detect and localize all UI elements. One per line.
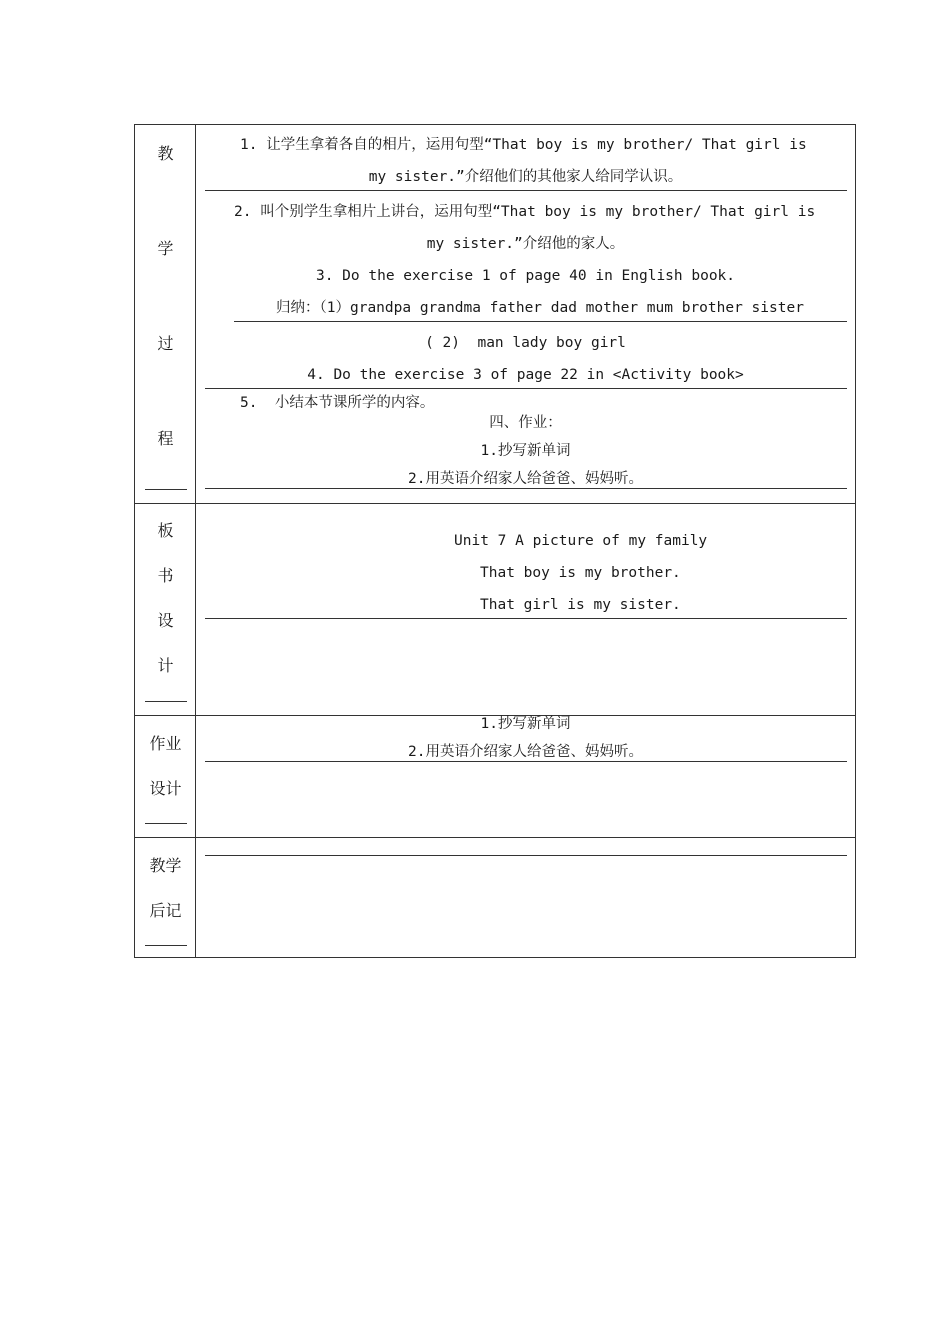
- step-1-line-a: 1. 让学生拿着各自的相片，运用句型“That boy is my brother/ That girl is: [240, 137, 807, 153]
- label-char: 设: [157, 611, 174, 630]
- divider: [205, 388, 847, 389]
- divider: [205, 618, 847, 619]
- step-2-line-a: 2. 叫个别学生拿相片上讲台，运用句型“That boy is my brother/ That girl is: [234, 204, 816, 220]
- reflection-label: [135, 838, 196, 957]
- divider: [205, 190, 847, 191]
- label-char: 学: [157, 239, 174, 258]
- homework-design-label: [135, 716, 196, 837]
- label-line: 作业: [149, 734, 182, 753]
- reflection-row: [135, 838, 855, 957]
- step-4: 4. Do the exercise 3 of page 22 in <Activity book>: [307, 367, 744, 383]
- label-underline: [145, 489, 187, 490]
- label-line: 教学: [149, 856, 182, 875]
- step-1-line-b: my sister.”介绍他们的其他家人给同学认识。: [368, 169, 683, 185]
- step-2-line-b: my sister.”介绍他的家人。: [426, 236, 625, 252]
- homework-design-item-1: 1.抄写新单词: [480, 716, 571, 732]
- label-underline: [145, 823, 187, 824]
- label-char: 计: [157, 656, 174, 675]
- teaching-process-content: [196, 125, 855, 503]
- homework-title: 四、作业：: [489, 415, 562, 431]
- divider: [234, 321, 847, 322]
- label-char: 书: [157, 566, 174, 585]
- step-5: 5. 小结本节课所学的内容。: [240, 395, 435, 411]
- teaching-process-row: [135, 125, 855, 504]
- homework-design-content: [196, 716, 855, 837]
- label-char: 板: [157, 521, 174, 540]
- summary-2: ( 2) man lady boy girl: [425, 335, 626, 351]
- homework-item-1: 1.抄写新单词: [480, 443, 571, 459]
- homework-design-item-2: 2.用英语介绍家人给爸爸、妈妈听。: [408, 744, 643, 760]
- summary-1: 归纳：（1）grandpa grandma father dad mother mum brother sister: [276, 300, 804, 316]
- board-sentence-1: That boy is my brother.: [480, 565, 681, 581]
- label-line: 后记: [149, 901, 182, 920]
- reflection-content: [196, 838, 855, 957]
- board-design-content: [196, 504, 855, 715]
- board-sentence-2: That girl is my sister.: [480, 597, 681, 613]
- lesson-plan-table: [134, 124, 856, 958]
- label-char: 教: [157, 144, 174, 163]
- label-char: 过: [157, 334, 174, 353]
- label-underline: [145, 945, 187, 946]
- divider: [205, 761, 847, 762]
- step-3: 3. Do the exercise 1 of page 40 in English book.: [315, 268, 736, 284]
- board-title: Unit 7 A picture of my family: [454, 533, 708, 549]
- board-design-label: [135, 504, 196, 715]
- homework-item-2: 2.用英语介绍家人给爸爸、妈妈听。: [408, 471, 643, 487]
- label-line: 设计: [149, 779, 182, 798]
- label-underline: [145, 701, 187, 702]
- homework-design-row: [135, 716, 855, 838]
- divider: [205, 855, 847, 856]
- board-design-row: [135, 504, 855, 716]
- divider: [205, 488, 847, 489]
- label-char: 程: [157, 429, 174, 448]
- teaching-process-label: [135, 125, 196, 503]
